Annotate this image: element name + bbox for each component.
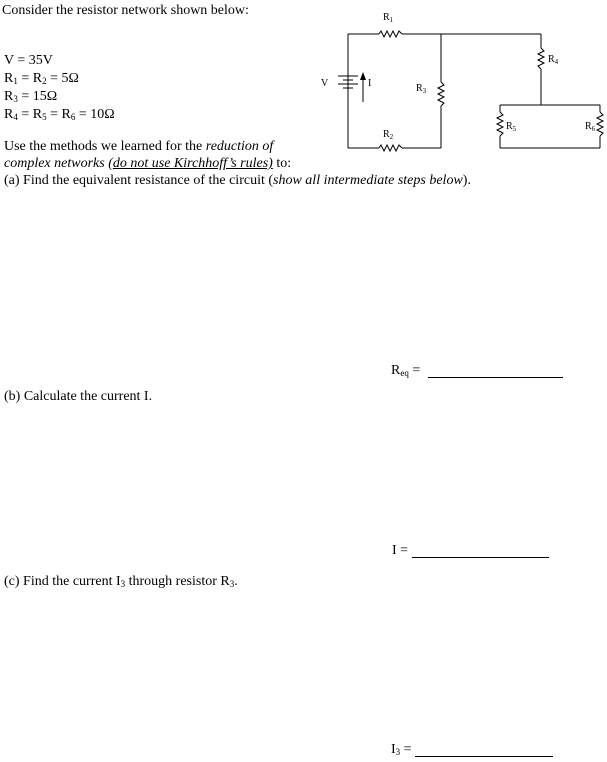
instruction-line-2: complex networks (do not use Kirchhoff’s rules) to: <box>4 156 292 171</box>
given-r1-r2: $R_1 = R_2 = 5\Omega$ <box>4 71 79 86</box>
i-answer-label: I = <box>392 543 409 558</box>
resistor-r1 <box>379 31 402 37</box>
label-r1: $R_1$ <box>383 12 394 24</box>
i3-answer-blank[interactable] <box>415 745 553 762</box>
instruction-line-1: Use the methods we learned for the reduction of <box>4 139 274 154</box>
resistor-r4 <box>538 48 544 69</box>
label-r4: $R_4$ <box>548 54 559 66</box>
resistor-r5 <box>497 112 503 136</box>
label-voltage: V <box>321 78 329 89</box>
intro-text: Consider the resistor network shown below: <box>2 3 249 18</box>
given-r3: $R_3 = 15\Omega$ <box>4 89 58 104</box>
i-answer-blank[interactable] <box>412 546 549 563</box>
resistor-r6 <box>597 112 603 136</box>
label-current: I <box>368 78 372 89</box>
label-r5: $R_5$ <box>506 121 517 133</box>
circuit-diagram <box>0 0 607 200</box>
resistor-r2 <box>379 145 402 151</box>
given-r4-r5-r6: $R_4 = R_5 = R_6 = 10\Omega$ <box>4 107 115 122</box>
given-voltage: V = 35V <box>4 53 53 68</box>
label-r6: $R_6$ <box>585 121 596 133</box>
label-r2: $R_2$ <box>383 129 394 141</box>
current-arrow-head <box>360 72 366 80</box>
part-a-question: (a) Find the equivalent resistance of the circuit (show all intermediate steps below). <box>4 173 471 188</box>
i3-answer-label: $I_3$ = <box>391 742 412 757</box>
req-answer-label: $R_{eq}$ = <box>391 363 421 378</box>
label-r3: $R_3$ <box>416 83 427 95</box>
resistor-r3 <box>438 82 444 106</box>
req-answer-blank[interactable] <box>428 366 563 383</box>
part-c-question: (c) Find the current $I_3$ through resistor $R_3$. <box>4 574 238 589</box>
part-b-question: (b) Calculate the current I. <box>4 389 153 404</box>
